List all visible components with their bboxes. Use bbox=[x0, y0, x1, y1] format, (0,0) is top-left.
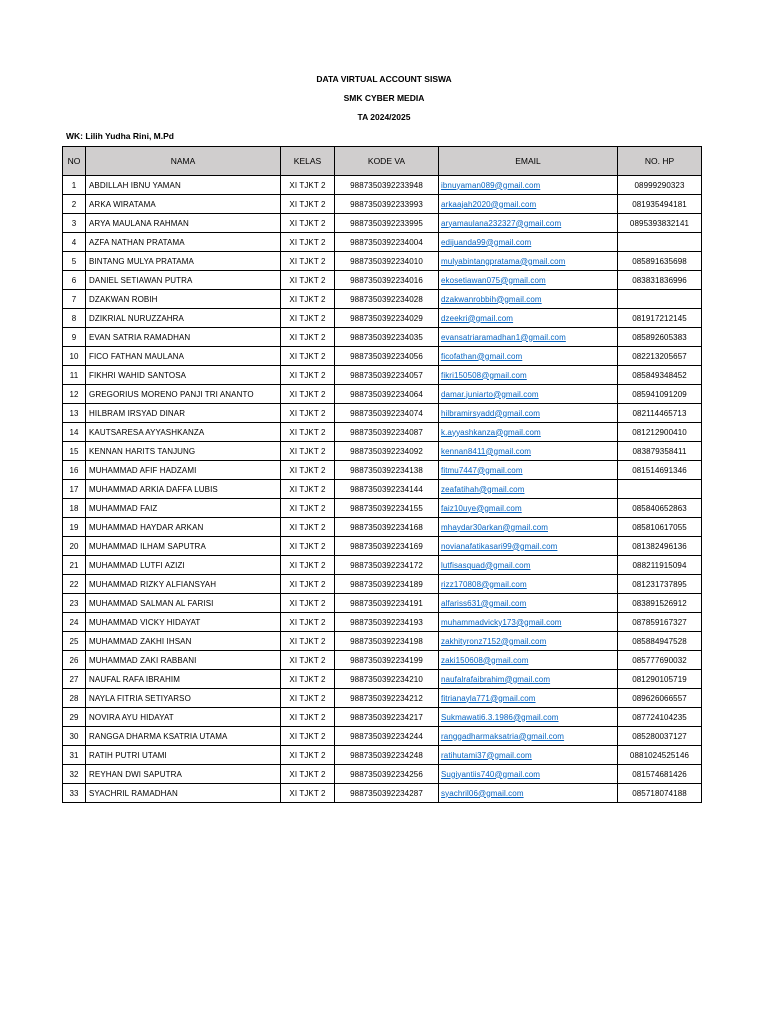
phone-number: 083891526912 bbox=[618, 594, 702, 613]
class-cell: XI TJKT 2 bbox=[281, 347, 335, 366]
email-link[interactable]: rizz170808@gmail.com bbox=[439, 575, 618, 594]
class-cell: XI TJKT 2 bbox=[281, 252, 335, 271]
row-no: 4 bbox=[63, 233, 86, 252]
phone-number: 081574681426 bbox=[618, 765, 702, 784]
phone-number: 087859167327 bbox=[618, 613, 702, 632]
header-no: NO bbox=[63, 147, 86, 176]
va-code: 9887350392234248 bbox=[335, 746, 439, 765]
class-cell: XI TJKT 2 bbox=[281, 176, 335, 195]
phone-number: 085891635698 bbox=[618, 252, 702, 271]
row-no: 2 bbox=[63, 195, 86, 214]
va-code: 9887350392234004 bbox=[335, 233, 439, 252]
class-cell: XI TJKT 2 bbox=[281, 727, 335, 746]
email-link[interactable]: dzakwanrobbih@gmail.com bbox=[439, 290, 618, 309]
student-name: FIKHRI WAHID SANTOSA bbox=[86, 366, 281, 385]
class-cell: XI TJKT 2 bbox=[281, 233, 335, 252]
va-code: 9887350392234244 bbox=[335, 727, 439, 746]
row-no: 12 bbox=[63, 385, 86, 404]
student-name: MUHAMMAD ILHAM SAPUTRA bbox=[86, 537, 281, 556]
row-no: 17 bbox=[63, 480, 86, 499]
header-nama: NAMA bbox=[86, 147, 281, 176]
row-no: 22 bbox=[63, 575, 86, 594]
student-name: RATIH PUTRI UTAMI bbox=[86, 746, 281, 765]
student-name: REYHAN DWI SAPUTRA bbox=[86, 765, 281, 784]
class-cell: XI TJKT 2 bbox=[281, 613, 335, 632]
va-code: 9887350392234056 bbox=[335, 347, 439, 366]
phone-number: 0881024525146 bbox=[618, 746, 702, 765]
va-code: 9887350392234168 bbox=[335, 518, 439, 537]
student-name: MUHAMMAD ZAKHI IHSAN bbox=[86, 632, 281, 651]
student-name: MUHAMMAD SALMAN AL FARISI bbox=[86, 594, 281, 613]
document-header bbox=[0, 70, 768, 127]
class-cell: XI TJKT 2 bbox=[281, 784, 335, 803]
phone-number: 085884947528 bbox=[618, 632, 702, 651]
va-code: 9887350392234035 bbox=[335, 328, 439, 347]
student-name: MUHAMMAD ZAKI RABBANI bbox=[86, 651, 281, 670]
phone-number: 085892605383 bbox=[618, 328, 702, 347]
class-cell: XI TJKT 2 bbox=[281, 765, 335, 784]
email-link[interactable]: kennan8411@gmail.com bbox=[439, 442, 618, 461]
row-no: 30 bbox=[63, 727, 86, 746]
student-name: GREGORIUS MORENO PANJI TRI ANANTO bbox=[86, 385, 281, 404]
class-cell: XI TJKT 2 bbox=[281, 556, 335, 575]
document-title: DATA VIRTUAL ACCOUNT SISWA bbox=[316, 74, 452, 84]
class-cell: XI TJKT 2 bbox=[281, 480, 335, 499]
student-name: MUHAMMAD ARKIA DAFFA LUBIS bbox=[86, 480, 281, 499]
va-code: 9887350392234210 bbox=[335, 670, 439, 689]
va-code: 9887350392234212 bbox=[335, 689, 439, 708]
va-code: 9887350392234087 bbox=[335, 423, 439, 442]
email-link[interactable]: alfariss631@gmail.com bbox=[439, 594, 618, 613]
row-no: 21 bbox=[63, 556, 86, 575]
email-link[interactable]: evansatriaramadhan1@gmail.com bbox=[439, 328, 618, 347]
phone-number: 082114465713 bbox=[618, 404, 702, 423]
student-name: AZFA NATHAN PRATAMA bbox=[86, 233, 281, 252]
email-link[interactable]: syachril06@gmail.com bbox=[439, 784, 618, 803]
email-link[interactable]: fitrianayla771@gmail.com bbox=[439, 689, 618, 708]
table-row bbox=[63, 328, 702, 347]
class-cell: XI TJKT 2 bbox=[281, 670, 335, 689]
row-no: 11 bbox=[63, 366, 86, 385]
table-row bbox=[63, 613, 702, 632]
row-no: 3 bbox=[63, 214, 86, 233]
phone-number: 081290105719 bbox=[618, 670, 702, 689]
class-cell: XI TJKT 2 bbox=[281, 290, 335, 309]
va-code: 9887350392234199 bbox=[335, 651, 439, 670]
email-link[interactable]: damar.juniarto@gmail.com bbox=[439, 385, 618, 404]
phone-number: 081231737895 bbox=[618, 575, 702, 594]
student-name: KAUTSARESA AYYASHKANZA bbox=[86, 423, 281, 442]
phone-number: 088211915094 bbox=[618, 556, 702, 575]
class-cell: XI TJKT 2 bbox=[281, 499, 335, 518]
va-code: 9887350392234074 bbox=[335, 404, 439, 423]
email-link[interactable]: novianafatikasari99@gmail.com bbox=[439, 537, 618, 556]
table-row bbox=[63, 727, 702, 746]
row-no: 24 bbox=[63, 613, 86, 632]
student-name: MUHAMMAD VICKY HIDAYAT bbox=[86, 613, 281, 632]
academic-year: TA 2024/2025 bbox=[357, 112, 411, 122]
row-no: 23 bbox=[63, 594, 86, 613]
email-link[interactable]: mhaydar30arkan@gmail.com bbox=[439, 518, 618, 537]
row-no: 1 bbox=[63, 176, 86, 195]
email-link[interactable]: dzeekri@gmail.com bbox=[439, 309, 618, 328]
phone-number: 085840652863 bbox=[618, 499, 702, 518]
class-cell: XI TJKT 2 bbox=[281, 651, 335, 670]
va-code: 9887350392234138 bbox=[335, 461, 439, 480]
class-cell: XI TJKT 2 bbox=[281, 442, 335, 461]
table-row bbox=[63, 404, 702, 423]
table-row bbox=[63, 632, 702, 651]
class-cell: XI TJKT 2 bbox=[281, 404, 335, 423]
va-code: 9887350392233993 bbox=[335, 195, 439, 214]
class-cell: XI TJKT 2 bbox=[281, 423, 335, 442]
phone-number: 085941091209 bbox=[618, 385, 702, 404]
email-link[interactable]: ranggadharmaksatria@gmail.com bbox=[439, 727, 618, 746]
email-link[interactable]: edijuanda99@gmail.com bbox=[439, 233, 618, 252]
table-row bbox=[63, 689, 702, 708]
header-kode-va: KODE VA bbox=[335, 147, 439, 176]
row-no: 14 bbox=[63, 423, 86, 442]
student-name: ARYA MAULANA RAHMAN bbox=[86, 214, 281, 233]
email-link[interactable]: aryamaulana232327@gmail.com bbox=[439, 214, 618, 233]
table-row bbox=[63, 765, 702, 784]
email-link[interactable]: naufalrafaibrahim@gmail.com bbox=[439, 670, 618, 689]
student-name: MUHAMMAD FAIZ bbox=[86, 499, 281, 518]
phone-number: 089626066557 bbox=[618, 689, 702, 708]
row-no: 28 bbox=[63, 689, 86, 708]
row-no: 29 bbox=[63, 708, 86, 727]
va-code: 9887350392234028 bbox=[335, 290, 439, 309]
class-cell: XI TJKT 2 bbox=[281, 214, 335, 233]
table-row bbox=[63, 575, 702, 594]
row-no: 33 bbox=[63, 784, 86, 803]
student-name: MUHAMMAD HAYDAR ARKAN bbox=[86, 518, 281, 537]
student-name: MUHAMMAD LUTFI AZIZI bbox=[86, 556, 281, 575]
homeroom-teacher: WK: Lilih Yudha Rini, M.Pd bbox=[66, 131, 174, 141]
table-row bbox=[63, 195, 702, 214]
class-cell: XI TJKT 2 bbox=[281, 689, 335, 708]
table-row bbox=[63, 176, 702, 195]
class-cell: XI TJKT 2 bbox=[281, 328, 335, 347]
school-name: SMK CYBER MEDIA bbox=[343, 93, 425, 103]
student-name: NAYLA FITRIA SETIYARSO bbox=[86, 689, 281, 708]
phone-number: 08999290323 bbox=[618, 176, 702, 195]
student-name: ARKA WIRATAMA bbox=[86, 195, 281, 214]
va-code: 9887350392234193 bbox=[335, 613, 439, 632]
phone-number: 081514691346 bbox=[618, 461, 702, 480]
row-no: 5 bbox=[63, 252, 86, 271]
phone-number: 0895393832141 bbox=[618, 214, 702, 233]
class-cell: XI TJKT 2 bbox=[281, 518, 335, 537]
phone-number: 081212900410 bbox=[618, 423, 702, 442]
phone-number: 087724104235 bbox=[618, 708, 702, 727]
va-code: 9887350392234172 bbox=[335, 556, 439, 575]
student-name: NOVIRA AYU HIDAYAT bbox=[86, 708, 281, 727]
table-row bbox=[63, 499, 702, 518]
email-link[interactable]: lutfisasquad@gmail.com bbox=[439, 556, 618, 575]
student-name: MUHAMMAD AFIF HADZAMI bbox=[86, 461, 281, 480]
table-row bbox=[63, 347, 702, 366]
va-code: 9887350392234217 bbox=[335, 708, 439, 727]
class-cell: XI TJKT 2 bbox=[281, 271, 335, 290]
class-cell: XI TJKT 2 bbox=[281, 575, 335, 594]
student-name: MUHAMMAD RIZKY ALFIANSYAH bbox=[86, 575, 281, 594]
email-link[interactable]: mulyabintangpratama@gmail.com bbox=[439, 252, 618, 271]
class-cell: XI TJKT 2 bbox=[281, 385, 335, 404]
row-no: 19 bbox=[63, 518, 86, 537]
table-row bbox=[63, 252, 702, 271]
phone-number: 085810617055 bbox=[618, 518, 702, 537]
va-code: 9887350392234057 bbox=[335, 366, 439, 385]
table-row bbox=[63, 746, 702, 765]
email-link[interactable]: arkaajah2020@gmail.com bbox=[439, 195, 618, 214]
student-name: DZIKRIAL NURUZZAHRA bbox=[86, 309, 281, 328]
row-no: 25 bbox=[63, 632, 86, 651]
table-row bbox=[63, 271, 702, 290]
row-no: 8 bbox=[63, 309, 86, 328]
phone-number: 081382496136 bbox=[618, 537, 702, 556]
phone-number: 085280037127 bbox=[618, 727, 702, 746]
student-name: DZAKWAN ROBIH bbox=[86, 290, 281, 309]
class-cell: XI TJKT 2 bbox=[281, 746, 335, 765]
phone-number bbox=[618, 290, 702, 309]
class-cell: XI TJKT 2 bbox=[281, 309, 335, 328]
row-no: 7 bbox=[63, 290, 86, 309]
table-row bbox=[63, 385, 702, 404]
va-code: 9887350392234191 bbox=[335, 594, 439, 613]
row-no: 31 bbox=[63, 746, 86, 765]
table-row bbox=[63, 651, 702, 670]
class-cell: XI TJKT 2 bbox=[281, 461, 335, 480]
table-row bbox=[63, 708, 702, 727]
email-link[interactable]: faiz10uye@gmail.com bbox=[439, 499, 618, 518]
email-link[interactable]: zeafatihah@gmail.com bbox=[439, 480, 618, 499]
va-code: 9887350392234092 bbox=[335, 442, 439, 461]
row-no: 10 bbox=[63, 347, 86, 366]
student-name: FICO FATHAN MAULANA bbox=[86, 347, 281, 366]
student-name: NAUFAL RAFA IBRAHIM bbox=[86, 670, 281, 689]
table-row bbox=[63, 442, 702, 461]
row-no: 13 bbox=[63, 404, 86, 423]
email-link[interactable]: muhammadvicky173@gmail.com bbox=[439, 613, 618, 632]
phone-number: 083879358411 bbox=[618, 442, 702, 461]
va-code: 9887350392234155 bbox=[335, 499, 439, 518]
student-name: BINTANG MULYA PRATAMA bbox=[86, 252, 281, 271]
class-cell: XI TJKT 2 bbox=[281, 632, 335, 651]
phone-number: 085849348452 bbox=[618, 366, 702, 385]
phone-number bbox=[618, 480, 702, 499]
table-row bbox=[63, 309, 702, 328]
email-link[interactable]: ekosetiawan075@gmail.com bbox=[439, 271, 618, 290]
row-no: 16 bbox=[63, 461, 86, 480]
row-no: 6 bbox=[63, 271, 86, 290]
row-no: 32 bbox=[63, 765, 86, 784]
va-code: 9887350392233948 bbox=[335, 176, 439, 195]
va-code: 9887350392234198 bbox=[335, 632, 439, 651]
email-link[interactable]: fitmu7447@gmail.com bbox=[439, 461, 618, 480]
row-no: 26 bbox=[63, 651, 86, 670]
table-row bbox=[63, 461, 702, 480]
phone-number: 085777690032 bbox=[618, 651, 702, 670]
table-row bbox=[63, 480, 702, 499]
student-name: ABDILLAH IBNU YAMAN bbox=[86, 176, 281, 195]
phone-number bbox=[618, 233, 702, 252]
row-no: 15 bbox=[63, 442, 86, 461]
row-no: 18 bbox=[63, 499, 86, 518]
phone-number: 083831836996 bbox=[618, 271, 702, 290]
email-link[interactable]: hilbramirsyadd@gmail.com bbox=[439, 404, 618, 423]
student-name: SYACHRIL RAMADHAN bbox=[86, 784, 281, 803]
email-link[interactable]: ibnuyaman089@gmail.com bbox=[439, 176, 618, 195]
table-row bbox=[63, 594, 702, 613]
row-no: 9 bbox=[63, 328, 86, 347]
table-row bbox=[63, 556, 702, 575]
va-code: 9887350392234169 bbox=[335, 537, 439, 556]
va-code: 9887350392234256 bbox=[335, 765, 439, 784]
table-row bbox=[63, 670, 702, 689]
email-link[interactable]: fikri150508@gmail.com bbox=[439, 366, 618, 385]
table-row bbox=[63, 518, 702, 537]
va-code: 9887350392234189 bbox=[335, 575, 439, 594]
header-kelas: KELAS bbox=[281, 147, 335, 176]
email-link[interactable]: Sukmawati6.3.1986@gmail.com bbox=[439, 708, 618, 727]
email-link[interactable]: k.ayyashkanza@gmail.com bbox=[439, 423, 618, 442]
student-name: EVAN SATRIA RAMADHAN bbox=[86, 328, 281, 347]
email-link[interactable]: ratihutami37@gmail.com bbox=[439, 746, 618, 765]
header-email: EMAIL bbox=[439, 147, 618, 176]
class-cell: XI TJKT 2 bbox=[281, 537, 335, 556]
va-code: 9887350392234016 bbox=[335, 271, 439, 290]
email-link[interactable]: zaki150608@gmail.com bbox=[439, 651, 618, 670]
table-row bbox=[63, 290, 702, 309]
va-code: 9887350392234029 bbox=[335, 309, 439, 328]
phone-number: 081935494181 bbox=[618, 195, 702, 214]
header-no-hp: NO. HP bbox=[618, 147, 702, 176]
class-cell: XI TJKT 2 bbox=[281, 594, 335, 613]
table-row bbox=[63, 423, 702, 442]
student-name: HILBRAM IRSYAD DINAR bbox=[86, 404, 281, 423]
va-code: 9887350392234064 bbox=[335, 385, 439, 404]
email-link[interactable]: Sugiyantiis740@gmail.com bbox=[439, 765, 618, 784]
student-name: DANIEL SETIAWAN PUTRA bbox=[86, 271, 281, 290]
va-code: 9887350392234144 bbox=[335, 480, 439, 499]
table-row bbox=[63, 233, 702, 252]
table-header-row bbox=[63, 147, 702, 176]
student-name: RANGGA DHARMA KSATRIA UTAMA bbox=[86, 727, 281, 746]
row-no: 27 bbox=[63, 670, 86, 689]
class-cell: XI TJKT 2 bbox=[281, 195, 335, 214]
phone-number: 085718074188 bbox=[618, 784, 702, 803]
table-row bbox=[63, 784, 702, 803]
va-code: 9887350392234287 bbox=[335, 784, 439, 803]
class-cell: XI TJKT 2 bbox=[281, 366, 335, 385]
phone-number: 081917212145 bbox=[618, 309, 702, 328]
table-row bbox=[63, 214, 702, 233]
phone-number: 082213205657 bbox=[618, 347, 702, 366]
table-row bbox=[63, 537, 702, 556]
class-cell: XI TJKT 2 bbox=[281, 708, 335, 727]
email-link[interactable]: zakhityronz7152@gmail.com bbox=[439, 632, 618, 651]
student-name: KENNAN HARITS TANJUNG bbox=[86, 442, 281, 461]
student-va-table bbox=[62, 146, 702, 803]
row-no: 20 bbox=[63, 537, 86, 556]
table-row bbox=[63, 366, 702, 385]
va-code: 9887350392233995 bbox=[335, 214, 439, 233]
va-code: 9887350392234010 bbox=[335, 252, 439, 271]
email-link[interactable]: ficofathan@gmail.com bbox=[439, 347, 618, 366]
